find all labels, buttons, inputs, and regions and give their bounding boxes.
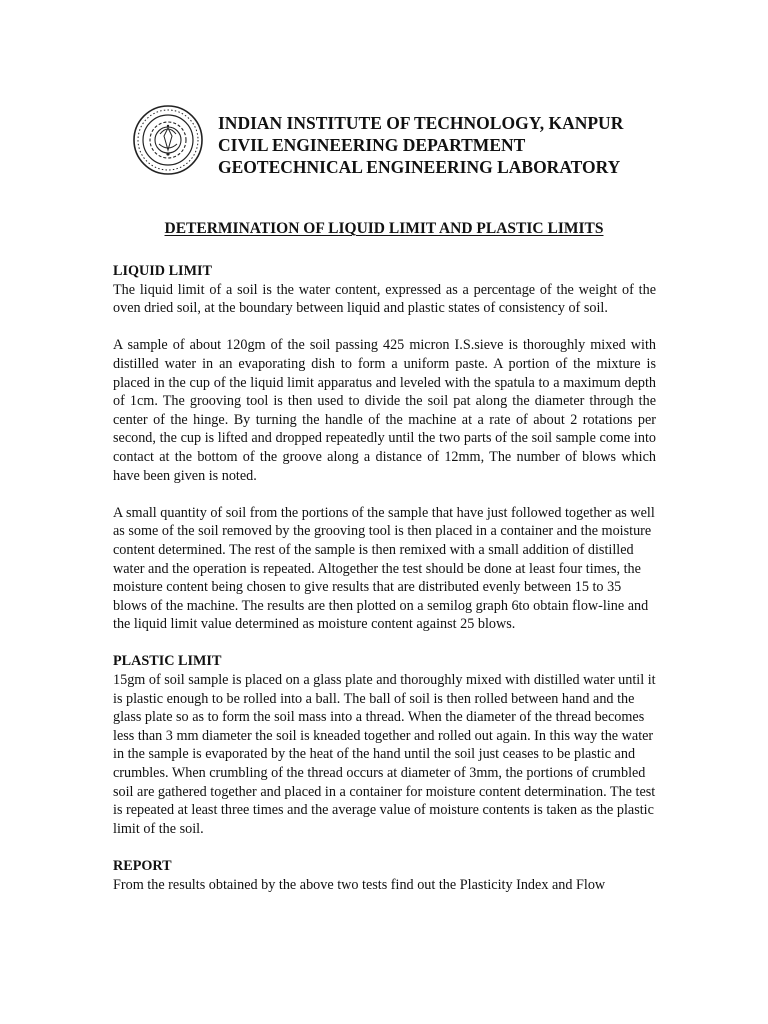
- header-department-name: CIVIL ENGINEERING DEPARTMENT: [218, 135, 526, 155]
- institute-header: [132, 104, 672, 180]
- section-heading-liquid-limit: LIQUID LIMIT: [113, 263, 212, 279]
- liquid-limit-definition: The liquid limit of a soil is the water content, expressed as a percentage of the weight of the oven dried soil, at the boundary between liquid and plastic states of consistency of soil.: [113, 281, 656, 317]
- header-laboratory-name: GEOTECHNICAL ENGINEERING LABORATORY: [218, 157, 621, 177]
- section-heading-report: REPORT: [113, 858, 172, 874]
- plastic-limit-procedure: 15gm of soil sample is placed on a glass plate and thoroughly mixed with distilled water until it is plastic enough to be rolled into a ball. The ball of soil is then rolled between hand and the glass plate so as to form the soil mass into a thread. When the diameter of the thread becomes less than 3 mm diameter the soil is kneaded together and rolled out again. In this way the water in the sample is evaporated by the heat of the hand until the soil just ceases to be plastic and crumbles. When crumbling of the thread occurs at diameter of 3mm, the portions of crumbled soil are gathered together and placed in a container for moisture content determination. The test is repeated at least three times and the average value of moisture contents is taken as the plastic limit of the soil.: [113, 672, 656, 837]
- institute-seal-icon: [132, 104, 204, 176]
- liquid-limit-moisture-content: A small quantity of soil from the portions of the sample that have just followed together as well as some of the soil removed by the grooving tool is then placed in a container and the moisture content determined. The rest of the sample is then remixed with a small addition of distilled water and the operation is repeated. Altogether the test should be done at least four times, the moisture content being chosen to give results that are distributed evenly between 15 to 35 blows of the machine. The results are then plotted on a semilog graph 6to obtain flow-line and the liquid limit value determined as moisture content against 25 blows.: [113, 504, 655, 633]
- report-text: From the results obtained by the above two tests find out the Plasticity Index and Flow: [113, 876, 606, 893]
- document-body: [113, 262, 656, 894]
- header-text-block: [218, 112, 623, 178]
- liquid-limit-procedure: A sample of about 120gm of the soil passing 425 micron I.S.sieve is thoroughly mixed with distilled water in an evaporating dish to form a uniform paste. A portion of the mixture is placed in the cup of the liquid limit apparatus and leveled with the spatula to a maximum depth of 1cm. The grooving tool is then used to divide the soil pat along the diameter through the center of the hinge. By turning the handle of the machine at a rate of about 2 rotations per second, the cup is lifted and dropped repeatedly until the two parts of the soil sample come into contact at the bottom of the groove along a distance of 12mm, The number of blows which have been given is noted.: [113, 337, 656, 484]
- header-institute-name: INDIAN INSTITUTE OF TECHNOLOGY, KANPUR: [218, 113, 624, 133]
- document-title: [0, 220, 768, 238]
- section-heading-plastic-limit: PLASTIC LIMIT: [113, 653, 222, 670]
- document-title-text: DETERMINATION OF LIQUID LIMIT AND PLASTIC LIMITS: [164, 220, 604, 237]
